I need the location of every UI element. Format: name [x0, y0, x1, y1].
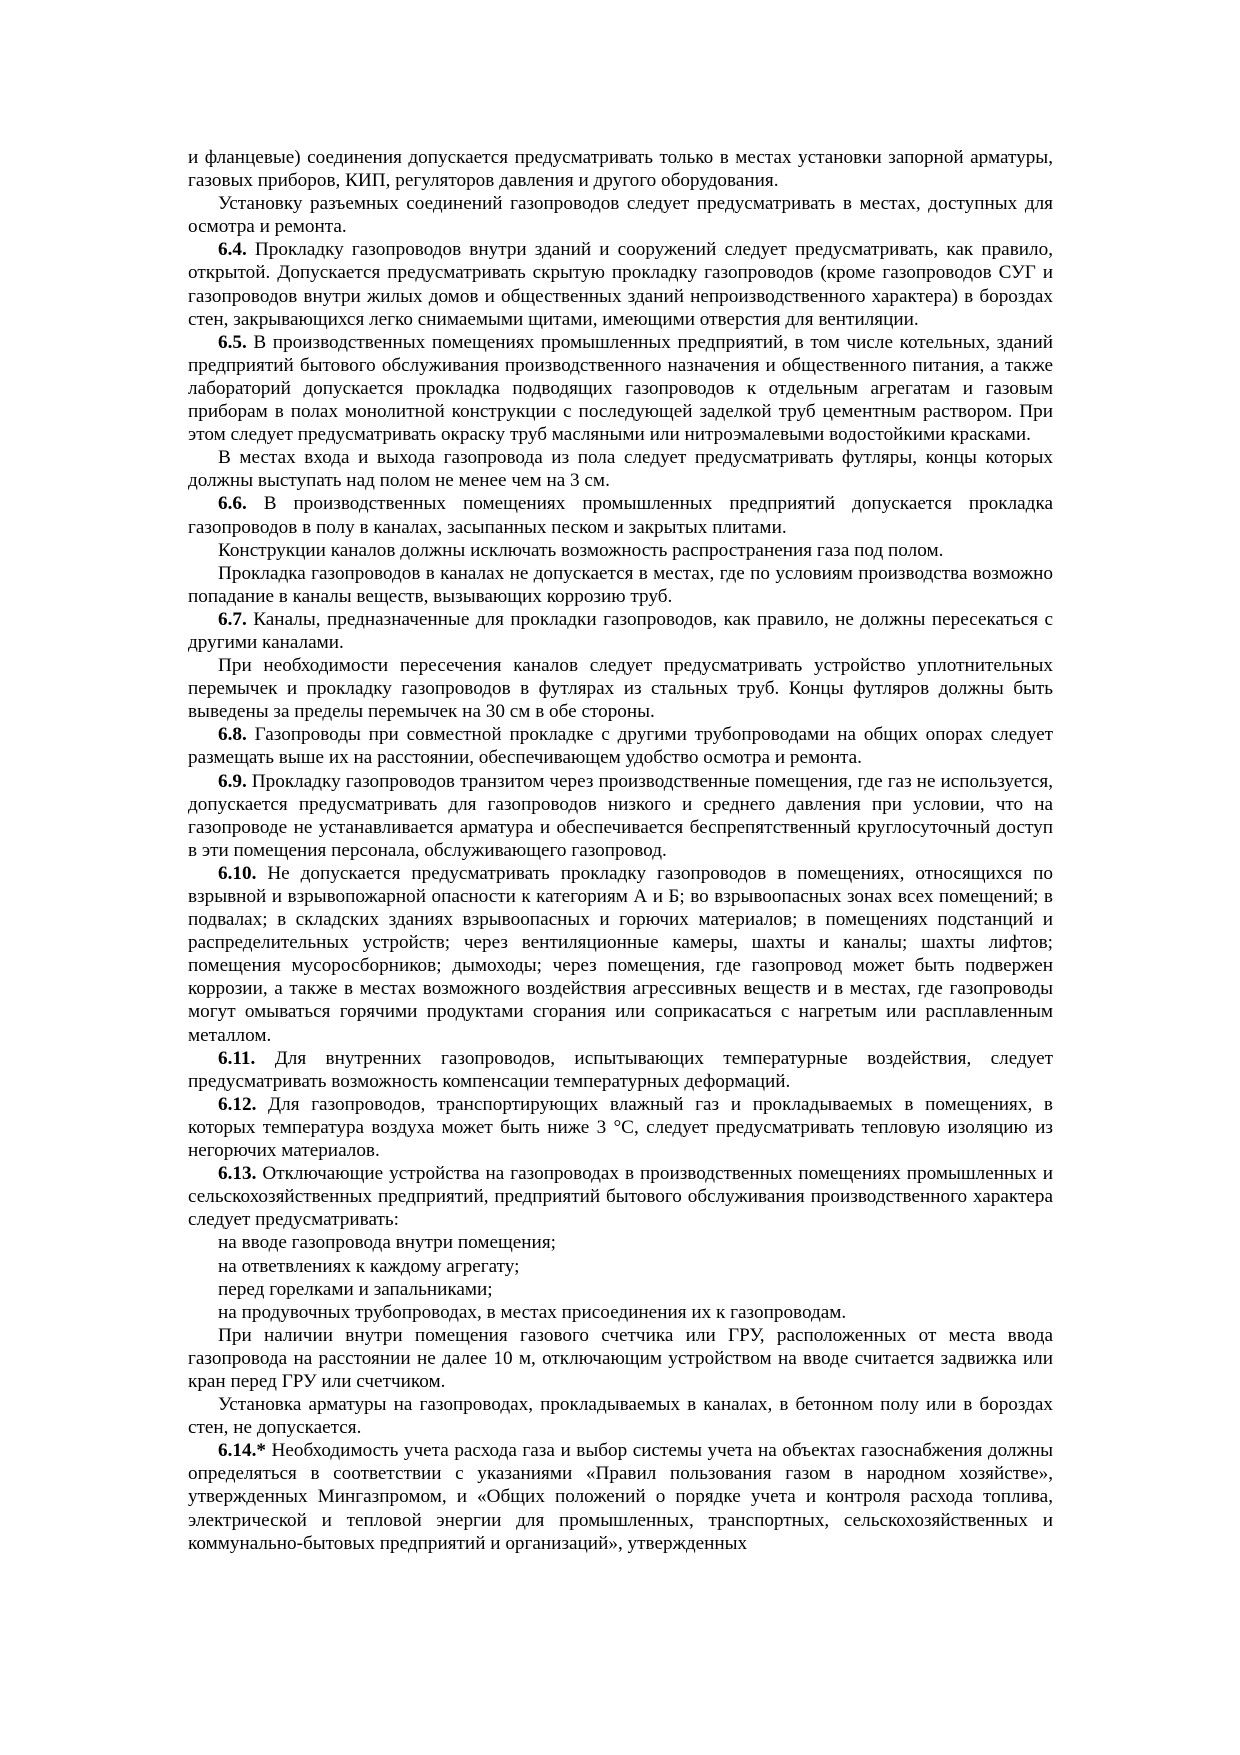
section-number: 6.11. [218, 1047, 256, 1069]
section-s6-10 [188, 862, 1053, 1047]
paragraph-p1 [188, 192, 1053, 238]
paragraph-text: При наличии внутри помещения газового счетчика или ГРУ, расположенных от места ввода газопровода на расстоянии не далее 10 м, отключающим устройством на вводе считается задвижка или кран перед ГРУ или счетчиком. [188, 1324, 1053, 1392]
section-number: 6.7. [218, 608, 247, 630]
paragraph-text: Необходимость учета расхода газа и выбор системы учета на объектах газоснабжения должны определяться в соответствии с указаниями «Правил пользования газом в народном хозяйстве», утвержденных Мингазпромом, и «Общих положений о порядке учета и контроля расхода топлива, электрической и тепловой энергии для промышленных, транспортных, сельскохозяйственных и коммунально-бытовых предприятий и организаций», утвержденных [188, 1440, 1053, 1554]
section-number: 6.12. [218, 1093, 257, 1115]
paragraph-p5 [188, 654, 1053, 723]
section-s6-9 [188, 770, 1053, 862]
paragraph-text: Прокладка газопроводов в каналах не допускается в местах, где по условиям производства возможно попадание в каналы веществ, вызывающих коррозию труб. [188, 562, 1053, 607]
section-s6-13 [188, 1162, 1053, 1231]
paragraph-text: Отключающие устройства на газопроводах в производственных помещениях промышленных и сельскохозяйственных предприятий, предприятий бытового обслуживания производственного характера следует предусматривать: [188, 1163, 1053, 1231]
section-s6-14 [188, 1439, 1053, 1554]
document-page [188, 146, 1053, 1555]
paragraph-text: Газопроводы при совместной прокладке с другими трубопроводами на общих опорах следует размещать выше их на расстоянии, обеспечивающем удобство осмотра и ремонта. [188, 724, 1053, 769]
section-s6-6 [188, 492, 1053, 538]
section-number: 6.5. [218, 331, 247, 353]
section-number: 6.4. [218, 239, 247, 261]
section-number: 6.6. [218, 493, 247, 515]
paragraph-text: перед горелками и запальниками; [218, 1278, 493, 1300]
paragraph-text: Установку разъемных соединений газопроводов следует предусматривать в местах, доступных для осмотра и ремонта. [188, 193, 1053, 238]
paragraph-text: и фланцевые) соединения допускается предусматривать только в местах установки запорной арматуры, газовых приборов, КИП, регуляторов давления и другого оборудования. [188, 147, 1053, 192]
section-number: 6.10. [218, 862, 257, 884]
section-number: 6.8. [218, 724, 247, 746]
paragraph-text: Прокладку газопроводов внутри зданий и сооружений следует предусматривать, как правило, открытой. Допускается предусматривать скрытую прокладку газопроводов (кроме газопроводов СУГ и газопроводов внутри жилых домов и общественных зданий непроизводственного характера) в бороздах стен, закрывающихся легко снимаемыми щитами, имеющими отверстия для вентиляции. [188, 239, 1053, 330]
paragraph-text: При необходимости пересечения каналов следует предусматривать устройство уплотнительных перемычек и прокладку газопроводов в футлярах из стальных труб. Концы футляров должны быть выведены за пределы перемычек на 30 см в обе стороны. [188, 655, 1053, 723]
paragraph-l2 [188, 1255, 1053, 1278]
paragraph-p4 [188, 562, 1053, 608]
paragraph-l4 [188, 1301, 1053, 1324]
paragraph-text: на ответвлениях к каждому агрегату; [218, 1255, 520, 1277]
paragraph-text: Конструкции каналов должны исключать возможность распространения газа под полом. [218, 539, 944, 561]
paragraph-p7 [188, 1393, 1053, 1439]
paragraph-text: Прокладку газопроводов транзитом через производственные помещения, где газ не используется, допускается предусматривать для газопроводов низкого и среднего давления при условии, что на газопроводе не устанавливается арматура и обеспечивается беспрепятственный круглосуточный доступ в эти помещения персонала, обслуживающего газопровод. [188, 770, 1053, 861]
section-s6-4 [188, 238, 1053, 330]
paragraph-text: Установка арматуры на газопроводах, прокладываемых в каналах, в бетонном полу или в бороздах стен, не допускается. [188, 1394, 1053, 1439]
section-number: 6.13. [218, 1163, 257, 1185]
paragraph-text: В местах входа и выхода газопровода из пола следует предусматривать футляры, концы которых должны выступать над полом не менее чем на 3 см. [188, 447, 1053, 492]
paragraph-text: на вводе газопровода внутри помещения; [218, 1232, 556, 1254]
section-s6-12 [188, 1093, 1053, 1162]
paragraph-text: В производственных помещениях промышленных предприятий допускается прокладка газопроводов в полу в каналах, засыпанных песком и закрытых плитами. [188, 493, 1053, 538]
paragraph-p2 [188, 446, 1053, 492]
section-s6-8 [188, 723, 1053, 769]
paragraph-l1 [188, 1231, 1053, 1254]
paragraph-text: В производственных помещениях промышленных предприятий, в том числе котельных, зданий предприятий бытового обслуживания производственного назначения и общественного питания, а также лабораторий допускается прокладка подводящих газопроводов к отдельным агрегатам и газовым приборам в полах монолитной конструкции с последующей заделкой труб цементным раствором. При этом следует предусматривать окраску труб масляными или нитроэмалевыми водостойкими красками. [188, 331, 1053, 446]
paragraph-cont [188, 146, 1053, 192]
section-s6-11 [188, 1047, 1053, 1093]
section-number: 6.14.* [218, 1440, 266, 1462]
paragraph-text: на продувочных трубопроводах, в местах присоединения их к газопроводам. [218, 1301, 847, 1323]
paragraph-text: Не допускается предусматривать прокладку газопроводов в помещениях, относящихся по взрывной и взрывопожарной опасности к категориям А и Б; во взрывоопасных зонах всех помещений; в подвалах; в складских зданиях взрывоопасных и горючих материалов; в помещениях подстанций и распределительных устройств; через вентиляционные камеры, шахты и каналы; шахты лифтов; помещения мусоросборников; дымоходы; через помещения, где газопровод может быть подвержен коррозии, а также в местах возможного воздействия агрессивных веществ и в местах, где газопроводы могут омываться горячими продуктами сгорания или соприкасаться с нагретым или расплавленным металлом. [188, 862, 1053, 1046]
paragraph-text: Для внутренних газопроводов, испытывающих температурные воздействия, следует предусматривать возможность компенсации температурных деформаций. [188, 1047, 1053, 1092]
paragraph-l3 [188, 1278, 1053, 1301]
section-number: 6.9. [218, 770, 247, 792]
section-s6-7 [188, 608, 1053, 654]
paragraph-p3 [188, 539, 1053, 562]
paragraph-text: Для газопроводов, транспортирующих влажный газ и прокладываемых в помещениях, в которых температура воздуха может быть ниже 3 °С, следует предусматривать тепловую изоляцию из негорючих материалов. [188, 1093, 1053, 1162]
paragraph-p6 [188, 1324, 1053, 1393]
paragraph-text: Каналы, предназначенные для прокладки газопроводов, как правило, не должны пересекаться с другими каналами. [188, 608, 1053, 653]
section-s6-5 [188, 331, 1053, 446]
